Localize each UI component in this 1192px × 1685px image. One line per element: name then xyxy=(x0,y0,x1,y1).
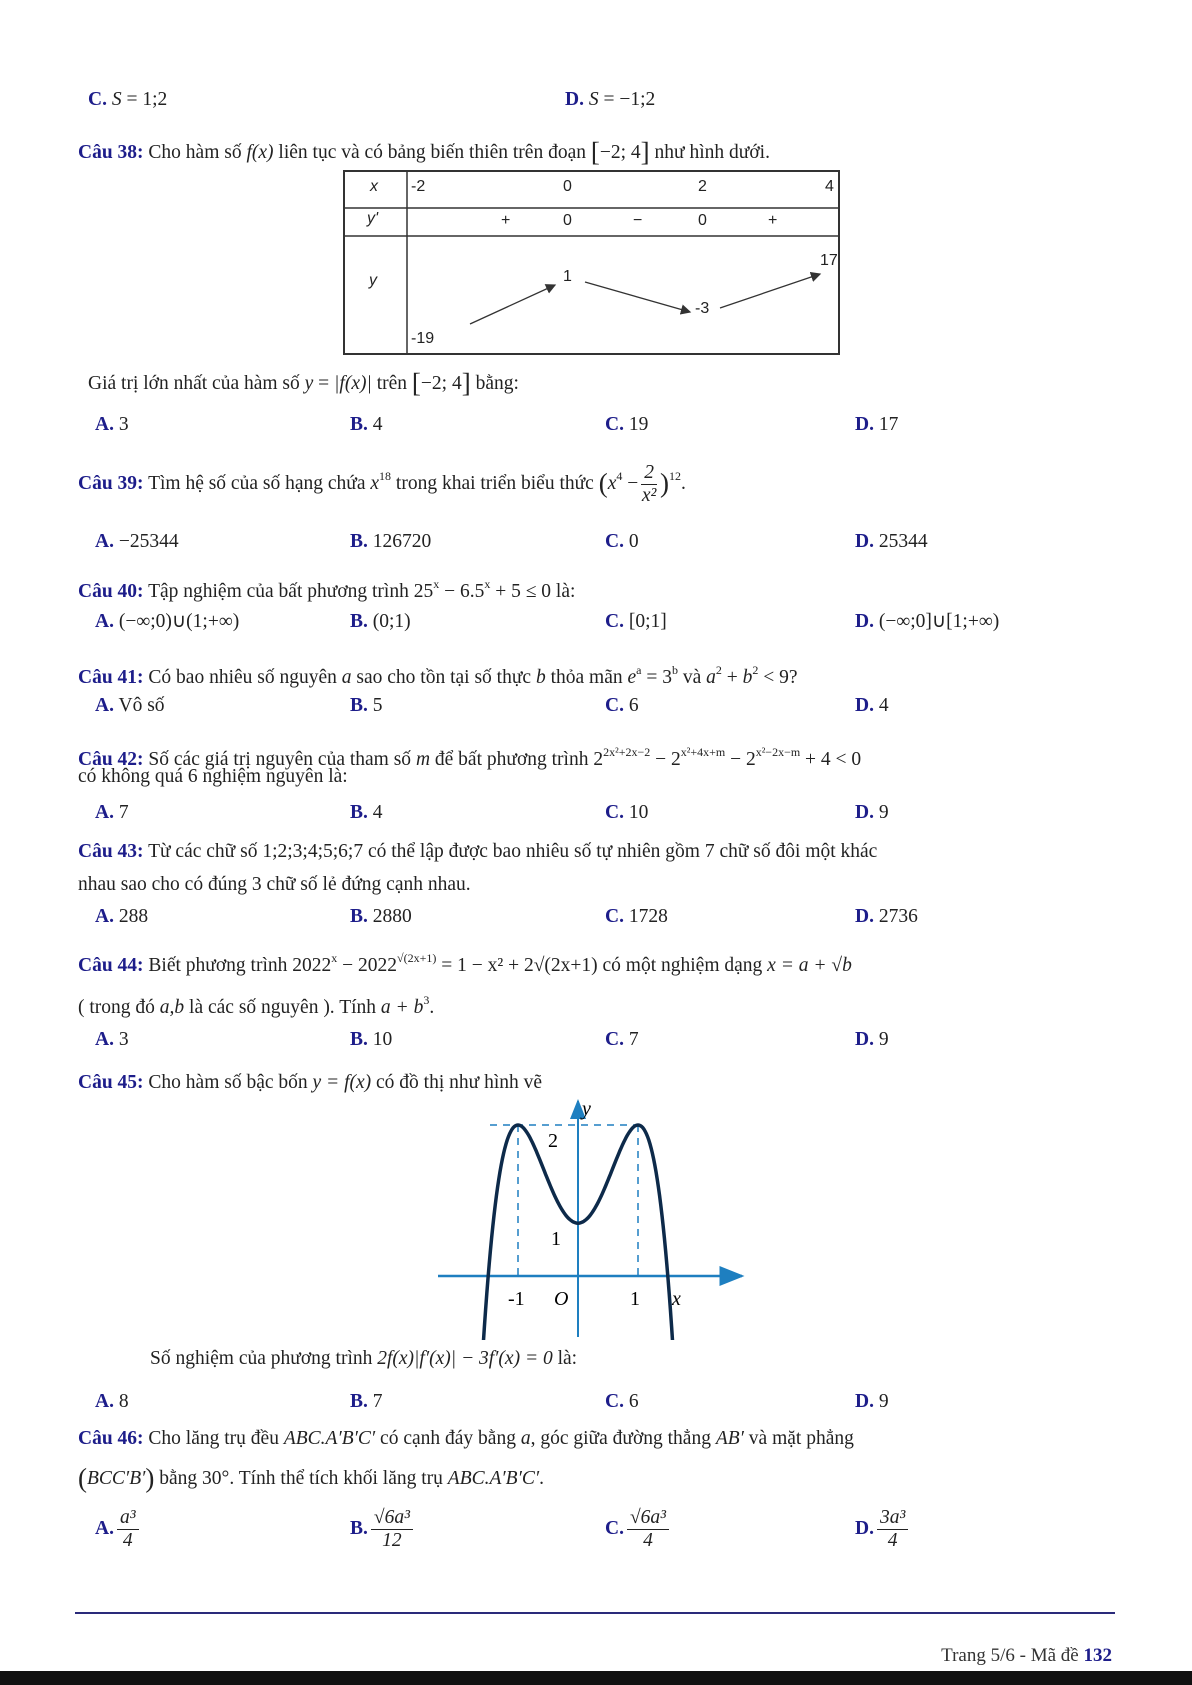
text: −2; 4 xyxy=(599,142,641,163)
answer-option[interactable] xyxy=(605,1507,672,1552)
sign: + xyxy=(501,212,511,229)
answer-option[interactable] xyxy=(350,694,383,718)
math-expression: a xyxy=(706,667,716,688)
text: 7 xyxy=(367,1391,383,1412)
text: Có bao nhiêu số nguyên xyxy=(143,667,342,688)
exam-code: 132 xyxy=(1083,1645,1112,1666)
answer-option[interactable] xyxy=(88,88,167,112)
question-text xyxy=(78,873,471,897)
math-expression: S xyxy=(588,89,599,110)
text: −25344 xyxy=(113,531,179,552)
text: Vô số xyxy=(113,695,165,716)
math-expression: 2f(x)|f′(x)| − 3f′(x) = 0 xyxy=(377,1348,553,1369)
question-text xyxy=(78,840,877,864)
text: + 5 ≤ 0 là: xyxy=(490,581,576,602)
text: . xyxy=(539,1468,544,1489)
question-text xyxy=(78,765,348,789)
text: có đồ thị như hình vẽ xyxy=(371,1072,543,1093)
denominator: 12 xyxy=(382,1530,402,1551)
bracket: ) xyxy=(660,467,669,498)
y-value: 1 xyxy=(563,268,572,285)
question-text xyxy=(78,572,575,604)
numerator: √6a³ xyxy=(627,1507,669,1530)
math-expression: a xyxy=(341,667,352,688)
math-expression: ABC.A′B′C′ xyxy=(283,1428,376,1449)
text: ( trong đó xyxy=(78,997,160,1018)
text: trong khai triển biểu thức xyxy=(391,472,599,494)
question-label: C. xyxy=(605,531,624,552)
answer-option[interactable] xyxy=(350,530,431,554)
question-label: Câu 43: xyxy=(78,841,144,862)
x-value: 4 xyxy=(825,178,834,195)
row-label-derivative: y' xyxy=(367,210,379,227)
increase-arrow xyxy=(720,274,820,308)
text: 6 xyxy=(623,695,639,716)
text: 10 xyxy=(623,802,649,823)
math-expression: ABC.A′B′C′ xyxy=(447,1468,540,1489)
answer-option[interactable] xyxy=(95,1028,129,1052)
answer-option[interactable] xyxy=(350,610,411,634)
answer-option[interactable] xyxy=(95,801,129,825)
question-label: C. xyxy=(605,695,624,716)
y-value: 17 xyxy=(820,252,838,269)
superscript: b xyxy=(671,663,678,677)
text: = 1;2 xyxy=(121,89,168,110)
question-label: B. xyxy=(350,414,368,435)
text: Số các giá trị nguyên của tham số xyxy=(143,749,416,770)
answer-option[interactable] xyxy=(95,1390,129,1414)
text: 9 xyxy=(873,802,889,823)
superscript: x²+4x+m xyxy=(680,745,726,759)
answer-option[interactable] xyxy=(855,1028,889,1052)
answer-option[interactable] xyxy=(605,1390,639,1414)
text: 3 xyxy=(113,414,129,435)
question-label: D. xyxy=(855,414,874,435)
question-label: Câu 40: xyxy=(78,581,144,602)
question-label: Câu 46: xyxy=(78,1428,144,1449)
math-expression: f(x) xyxy=(246,142,274,163)
text: 7 xyxy=(623,1029,639,1050)
question-text xyxy=(150,1347,577,1371)
text: trên xyxy=(371,373,412,394)
question-label: Câu 42: xyxy=(78,749,144,770)
decrease-arrow xyxy=(585,282,690,312)
sign: 0 xyxy=(563,212,572,229)
row-label-x: x xyxy=(370,178,378,195)
question-label: B. xyxy=(350,611,368,632)
text: Tập nghiệm của bất phương trình 25 xyxy=(143,581,434,602)
math-expression: y = f(x) xyxy=(312,1072,372,1093)
question-text xyxy=(78,988,434,1020)
text: − 2 xyxy=(650,749,681,770)
answer-option[interactable] xyxy=(350,1507,416,1552)
text: , góc giữa đường thẳng xyxy=(530,1428,716,1449)
text: 126720 xyxy=(367,531,432,552)
question-text xyxy=(88,368,519,398)
question-text xyxy=(78,1463,544,1493)
answer-option[interactable] xyxy=(95,694,165,718)
question-label: C. xyxy=(88,89,107,110)
text: 8 xyxy=(113,1391,129,1412)
answer-option[interactable] xyxy=(855,1507,911,1552)
math-expression: y xyxy=(304,373,314,394)
footer-divider xyxy=(75,1612,1115,1614)
text: liên tục và có bảng biến thiên trên đoạn xyxy=(273,142,591,163)
text: 9 xyxy=(873,1029,889,1050)
math-expression: x = a + √b xyxy=(767,955,852,976)
text: để bất phương trình 2 xyxy=(430,749,604,770)
question-label: Câu 38: xyxy=(78,142,144,163)
text: bằng: xyxy=(470,373,519,394)
math-expression: |f(x)| xyxy=(334,373,372,394)
text: 4 xyxy=(367,802,383,823)
text: là: xyxy=(552,1348,578,1369)
question-label: B. xyxy=(350,1391,368,1412)
question-label: A. xyxy=(95,1517,114,1539)
superscript: 12 xyxy=(669,468,681,483)
text: −2; 4 xyxy=(420,373,462,394)
answer-option[interactable] xyxy=(605,530,639,554)
question-label: D. xyxy=(855,802,874,823)
math-expression: b xyxy=(742,667,753,688)
question-label: A. xyxy=(95,531,114,552)
answer-option[interactable] xyxy=(605,413,648,437)
question-label: B. xyxy=(350,1517,368,1539)
text: Cho hàm số xyxy=(143,142,247,163)
text: là các số nguyên ). Tính xyxy=(184,997,381,1018)
text: = 1 − x² + 2√(2x+1) có một nghiệm dạng xyxy=(436,955,768,976)
text: Từ các chữ số 1;2;3;4;5;6;7 có thể lập được bao nhiêu số tự nhiên gồm 7 chữ số đôi một khác xyxy=(143,841,878,862)
superscript: x xyxy=(433,577,440,591)
y-value: -19 xyxy=(411,330,435,347)
text: − xyxy=(622,472,639,494)
y-tick-2: 2 xyxy=(548,1130,558,1152)
math-expression: m xyxy=(415,749,431,770)
text: . xyxy=(681,472,686,494)
answer-option[interactable] xyxy=(350,801,383,825)
table-grid xyxy=(345,172,838,353)
question-label: A. xyxy=(95,611,114,632)
answer-option[interactable] xyxy=(855,801,889,825)
text: 1728 xyxy=(623,906,668,927)
answer-option[interactable] xyxy=(855,413,898,437)
answer-option[interactable] xyxy=(350,1390,383,1414)
denominator: 4 xyxy=(887,1530,898,1551)
superscript: 2 xyxy=(752,663,759,677)
answer-option[interactable] xyxy=(855,694,889,718)
text: Số nghiệm của phương trình xyxy=(150,1348,378,1369)
question-text xyxy=(78,137,770,167)
superscript: 18 xyxy=(379,468,392,483)
text: 9 xyxy=(873,1391,889,1412)
answer-option[interactable] xyxy=(855,530,928,554)
superscript: x²−2x−m xyxy=(755,745,801,759)
answer-option[interactable] xyxy=(95,1507,142,1552)
text: thỏa mãn xyxy=(545,667,628,688)
question-label: D. xyxy=(855,906,874,927)
answer-option[interactable] xyxy=(605,610,667,634)
text: − 2022 xyxy=(337,955,398,976)
x-value: -2 xyxy=(411,178,426,195)
text: 25344 xyxy=(873,531,928,552)
answer-option[interactable] xyxy=(855,905,918,929)
text: = 3 xyxy=(641,667,672,688)
bracket: [ xyxy=(411,368,421,398)
question-label: A. xyxy=(95,906,114,927)
question-label: D. xyxy=(855,611,874,632)
question-label: C. xyxy=(605,1029,624,1050)
superscript: 4 xyxy=(616,468,623,483)
question-label: D. xyxy=(855,531,874,552)
math-expression: x xyxy=(370,472,380,494)
text: − 2 xyxy=(725,749,756,770)
x-value: 0 xyxy=(563,178,572,195)
text: Tìm hệ số của số hạng chứa xyxy=(143,472,371,494)
text: < 9? xyxy=(758,667,798,688)
bracket: [ xyxy=(590,137,600,167)
text: = −1;2 xyxy=(598,89,656,110)
fraction xyxy=(877,1507,908,1552)
numerator: 2 xyxy=(641,462,657,485)
increase-arrow xyxy=(470,285,555,324)
answer-option[interactable] xyxy=(605,1028,639,1052)
text: Cho hàm số bậc bốn xyxy=(143,1072,313,1093)
question-label: D. xyxy=(565,89,584,110)
fraction xyxy=(117,1507,139,1552)
bracket: ) xyxy=(145,1463,155,1493)
text: sao cho tồn tại số thực xyxy=(351,667,536,688)
superscript: a xyxy=(636,663,642,677)
math-expression: AB′ xyxy=(715,1428,744,1449)
question-text xyxy=(78,462,686,507)
question-label: C. xyxy=(605,1517,624,1539)
math-expression: S xyxy=(111,89,122,110)
question-label: C. xyxy=(605,1391,624,1412)
page-number: Trang 5/6 - Mã đề xyxy=(941,1645,1084,1666)
text: 10 xyxy=(367,1029,393,1050)
answer-option[interactable] xyxy=(605,694,639,718)
question-text xyxy=(78,1427,854,1451)
bracket: ( xyxy=(78,1463,87,1493)
text: . xyxy=(429,997,435,1018)
text: có không quá 6 nghiệm nguyên là: xyxy=(78,766,348,787)
numerator: 3a³ xyxy=(877,1507,908,1530)
text: Cho lăng trụ đều xyxy=(143,1428,284,1449)
fraction xyxy=(641,462,657,507)
text: [0;1] xyxy=(623,611,667,632)
quartic-graph xyxy=(430,1095,750,1340)
question-label: B. xyxy=(350,802,368,823)
question-label: B. xyxy=(350,531,368,552)
text: 7 xyxy=(113,802,129,823)
math-expression: a xyxy=(520,1428,531,1449)
math-expression: b xyxy=(535,667,546,688)
superscript: x xyxy=(331,951,338,965)
question-label: C. xyxy=(605,802,624,823)
question-label: A. xyxy=(95,414,114,435)
sign: 0 xyxy=(698,212,707,229)
origin-label: O xyxy=(554,1288,569,1310)
superscript: 2x²+2x−2 xyxy=(603,745,651,759)
x-tick-1: 1 xyxy=(630,1288,640,1310)
question-text xyxy=(78,1071,542,1095)
answer-option[interactable] xyxy=(95,530,179,554)
sign: − xyxy=(633,212,643,229)
question-label: C. xyxy=(605,906,624,927)
sign: + xyxy=(768,212,778,229)
question-label: D. xyxy=(855,1029,874,1050)
text: và xyxy=(677,667,707,688)
fraction xyxy=(371,1507,413,1552)
question-label: B. xyxy=(350,695,368,716)
question-label: A. xyxy=(95,1391,114,1412)
text: 4 xyxy=(367,414,383,435)
text: 0 xyxy=(623,531,639,552)
x-tick-neg1: -1 xyxy=(508,1288,525,1310)
text: + 4 < 0 xyxy=(800,749,862,770)
variation-table xyxy=(343,170,840,355)
text: có cạnh đáy bằng xyxy=(375,1428,521,1449)
question-label: Câu 45: xyxy=(78,1072,144,1093)
text: 2880 xyxy=(367,906,412,927)
x-axis-label: x xyxy=(672,1288,681,1310)
text: 5 xyxy=(367,695,383,716)
question-label: C. xyxy=(605,611,624,632)
question-label: Câu 41: xyxy=(78,667,144,688)
y-axis-label: y xyxy=(582,1098,591,1120)
math-expression: BCC′B′ xyxy=(87,1468,146,1489)
question-label: C. xyxy=(605,414,624,435)
bracket: ( xyxy=(598,467,608,498)
text: nhau sao cho có đúng 3 chữ số lẻ đứng cạnh nhau. xyxy=(78,874,471,895)
text: 19 xyxy=(623,414,649,435)
text: bằng 30°. Tính thể tích khối lăng trụ xyxy=(154,1468,448,1489)
text: như hình dưới. xyxy=(649,142,770,163)
text: 288 xyxy=(113,906,149,927)
math-expression: x xyxy=(607,472,617,494)
text: 4 xyxy=(873,695,889,716)
answer-option[interactable] xyxy=(855,610,999,634)
text: 3 xyxy=(113,1029,129,1050)
question-label: A. xyxy=(95,695,114,716)
superscript: 2 xyxy=(715,663,722,677)
fraction xyxy=(627,1507,669,1552)
answer-option[interactable] xyxy=(605,801,648,825)
page-footer xyxy=(941,1645,1112,1667)
question-label: A. xyxy=(95,802,114,823)
math-expression: a + b xyxy=(380,997,424,1018)
text: 2736 xyxy=(873,906,918,927)
numerator: a³ xyxy=(117,1507,139,1530)
denominator: x² xyxy=(641,485,657,506)
question-label: Câu 39: xyxy=(78,472,144,494)
text: và mặt phẳng xyxy=(743,1428,854,1449)
answer-option[interactable] xyxy=(350,1028,392,1052)
y-value: -3 xyxy=(695,300,710,317)
answer-option[interactable] xyxy=(565,88,655,112)
answer-option[interactable] xyxy=(95,413,129,437)
text: − 6.5 xyxy=(439,581,485,602)
question-label: D. xyxy=(855,1517,874,1539)
bracket: ] xyxy=(640,137,650,167)
math-expression: e xyxy=(627,667,637,688)
text: (0;1) xyxy=(367,611,411,632)
text: 17 xyxy=(873,414,899,435)
text: + xyxy=(721,667,743,688)
question-label: B. xyxy=(350,906,368,927)
bottom-edge xyxy=(0,1671,1192,1685)
answer-option[interactable] xyxy=(95,905,148,929)
text: Biết phương trình 2022 xyxy=(143,955,332,976)
numerator: √6a³ xyxy=(371,1507,413,1530)
superscript: √(2x+1) xyxy=(397,951,437,965)
guide-lines xyxy=(490,1125,640,1276)
question-text xyxy=(78,658,798,690)
row-label-y: y xyxy=(369,272,377,289)
answer-option[interactable] xyxy=(855,1390,889,1414)
question-label: Câu 44: xyxy=(78,955,144,976)
question-label: D. xyxy=(855,1391,874,1412)
answer-option[interactable] xyxy=(605,905,668,929)
superscript: x xyxy=(484,577,491,591)
answer-option[interactable] xyxy=(350,905,412,929)
text: (−∞;0]∪[1;+∞) xyxy=(873,611,1000,632)
question-label: A. xyxy=(95,1029,114,1050)
y-tick-1: 1 xyxy=(551,1228,561,1250)
denominator: 4 xyxy=(643,1530,653,1551)
text: = xyxy=(313,373,335,394)
superscript: 3 xyxy=(423,993,430,1007)
denominator: 4 xyxy=(122,1530,133,1551)
math-expression: a,b xyxy=(159,997,185,1018)
question-text xyxy=(78,946,852,978)
text: 6 xyxy=(623,1391,639,1412)
answer-option[interactable] xyxy=(350,413,383,437)
x-value: 2 xyxy=(698,178,707,195)
question-label: D. xyxy=(855,695,874,716)
question-label: B. xyxy=(350,1029,368,1050)
text: Giá trị lớn nhất của hàm số xyxy=(88,373,305,394)
text: (−∞;0)∪(1;+∞) xyxy=(113,611,240,632)
answer-option[interactable] xyxy=(95,610,239,634)
bracket: ] xyxy=(461,368,471,398)
